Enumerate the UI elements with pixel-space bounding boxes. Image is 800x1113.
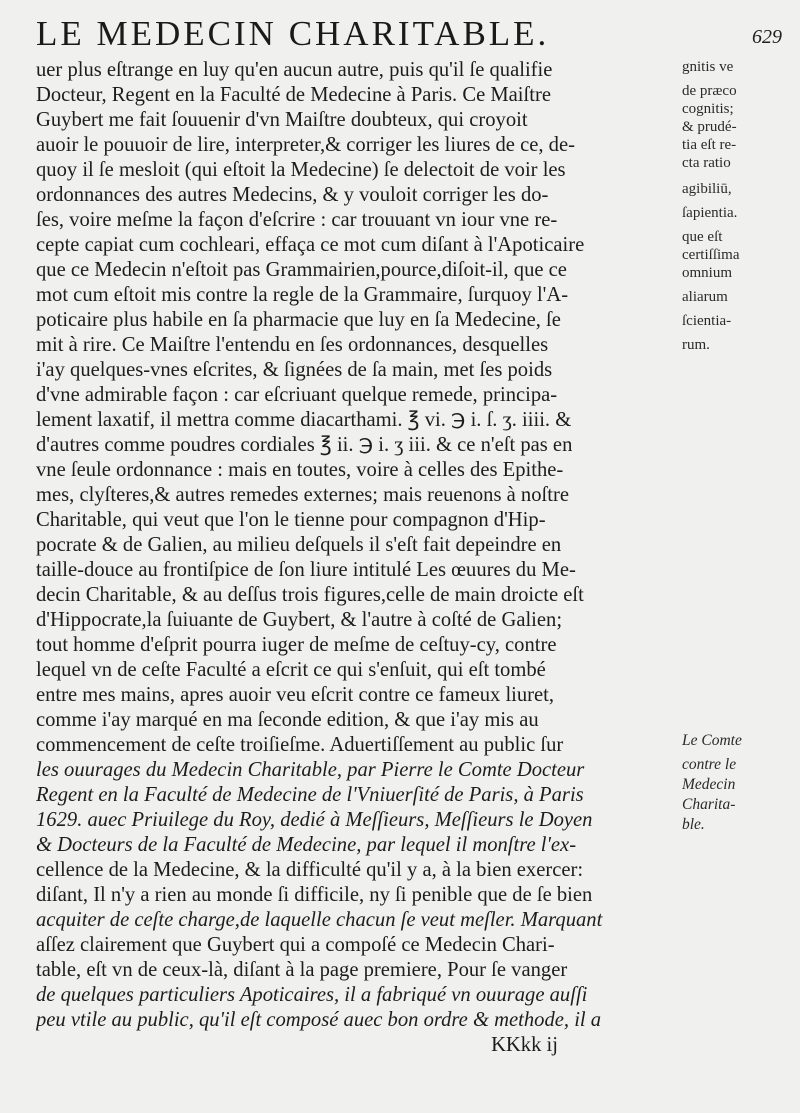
margin-note: de præco bbox=[682, 83, 737, 99]
text-line: de quelques particuliers Apoticaires, il a fabriqué vn ouurage auſſi bbox=[36, 984, 588, 1006]
text-line: quoy il ſe mesloit (qui eſtoit la Medecine) ſe delectoit de voir les bbox=[36, 159, 566, 181]
running-title: LE MEDECIN CHARITABLE. bbox=[36, 14, 550, 53]
text-line: peu vtile au public, qu'il eſt composé auec bon ordre & methode, il a bbox=[36, 1009, 602, 1031]
text-line: auoir le pouuoir de lire, interpreter,& corriger les liures de ce, de- bbox=[36, 134, 575, 156]
text-line: commencement de ceſte troiſieſme. Aduertiſſement au public ſur bbox=[36, 734, 564, 756]
margin-note: que eſt bbox=[682, 229, 723, 245]
text-line: table, eſt vn de ceux-là, diſant à la page premiere, Pour ſe vanger bbox=[36, 959, 568, 981]
margin-note: Medecin bbox=[682, 776, 736, 793]
text-line: entre mes mains, apres auoir veu eſcrit contre ce fameux liuret, bbox=[36, 684, 555, 706]
margin-note: certiſſima bbox=[682, 247, 740, 263]
margin-note: Le Comte bbox=[682, 732, 742, 749]
text-line: Charitable, qui veut que l'on le tienne pour compagnon d'Hip- bbox=[36, 509, 546, 531]
text-line: i'ay quelques-vnes eſcrites, & ſignées de ſa main, met ſes poids bbox=[36, 359, 553, 381]
margin-note: ſcientia- bbox=[682, 313, 732, 329]
margin-note: cognitis; bbox=[682, 101, 734, 117]
text-line: mot cum eſtoit mis contre la regle de la Grammaire, ſurquoy l'A- bbox=[36, 284, 569, 306]
margin-note: omnium bbox=[682, 265, 733, 281]
text-line: comme i'ay marqué en ma ſeconde edition, & que i'ay mis au bbox=[36, 709, 539, 731]
text-line: d'Hippocrate,la ſuiuante de Guybert, & l'autre à coſté de Galien; bbox=[36, 609, 563, 631]
text-line: Guybert me fait ſouuenir d'vn Maiſtre doubteux, qui croyoit bbox=[36, 109, 528, 131]
text-line: ſes, voire meſme la façon d'eſcrire : car trouuant vn iour vne re- bbox=[36, 209, 558, 231]
text-line: pocrate & de Galien, au milieu deſquels il s'eſt fait depeindre en bbox=[36, 534, 562, 556]
text-line: tout homme d'eſprit pourra iuger de meſme de ceſtuy-cy, contre bbox=[36, 634, 557, 656]
text-line: aſſez clairement que Guybert qui a compoſé ce Medecin Chari- bbox=[36, 934, 555, 956]
text-line: lequel vn de ceſte Faculté a eſcrit ce qui s'enſuit, qui eſt tombé bbox=[36, 659, 546, 681]
margin-note: cta ratio bbox=[682, 155, 731, 171]
text-line: Regent en la Faculté de Medecine de l'Vniuerſité de Paris, à Paris bbox=[36, 784, 584, 806]
text-line: lement laxatif, il mettra comme diacarthami. ℥ vi. ℈ i. ſ. ʒ. iiii. & bbox=[36, 409, 572, 431]
margin-note: ſapientia. bbox=[682, 205, 738, 221]
text-line: mit à rire. Ce Maiſtre l'entendu en ſes ordonnances, desquelles bbox=[36, 334, 549, 356]
text-line: uer plus eſtrange en luy qu'en aucun autre, puis qu'il ſe qualifie bbox=[36, 59, 553, 81]
page-header bbox=[36, 8, 784, 60]
margin-note: contre le bbox=[682, 756, 737, 773]
text-line: ordonnances des autres Medecins, & y vouloit corriger les do- bbox=[36, 184, 549, 206]
margin-note: Charita- bbox=[682, 796, 736, 813]
text-line: d'autres comme poudres cordiales ℥ ii. ℈ i. ʒ iii. & ce n'eſt pas en bbox=[36, 434, 573, 456]
text-line: les ouurages du Medecin Charitable, par Pierre le Comte Docteur bbox=[36, 759, 585, 781]
page-number: 629 bbox=[752, 26, 782, 48]
margin-note: & prudé- bbox=[682, 119, 737, 135]
text-line: vne ſeule ordonnance : mais en toutes, voire à celles des Epithe- bbox=[36, 459, 564, 481]
text-line: acquiter de ceſte charge,de laquelle chacun ſe veut meſler. Marquant bbox=[36, 909, 603, 931]
text-line: 1629. auec Priuilege du Roy, dedié à Meſſieurs, Meſſieurs le Doyen bbox=[36, 809, 593, 831]
margin-note: agibiliū, bbox=[682, 181, 732, 197]
text-line: mes, clyſteres,& autres remedes externes; mais reuenons à noſtre bbox=[36, 484, 569, 506]
text-line: diſant, Il n'y a rien au monde ſi difficile, ny ſi penible que de ſe bien bbox=[36, 884, 593, 906]
main-text bbox=[36, 58, 678, 1058]
text-line: poticaire plus habile en ſa pharmacie que luy en ſa Medecine, ſe bbox=[36, 309, 561, 331]
signature-mark: KKkk ij bbox=[491, 1034, 558, 1056]
text-line: & Docteurs de la Faculté de Medecine, par lequel il monſtre l'ex- bbox=[36, 834, 577, 856]
text-line: cellence de la Medecine, & la difficulté qu'il y a, à la bien exercer: bbox=[36, 859, 584, 881]
text-line: decin Charitable, & au deſſus trois figures,celle de main droicte eſt bbox=[36, 584, 584, 606]
margin-note: rum. bbox=[682, 337, 710, 353]
text-line: taille-douce au frontiſpice de ſon liure intitulé Les œuures du Me- bbox=[36, 559, 576, 581]
margin-note: gnitis ve bbox=[682, 59, 734, 75]
margin-note: ble. bbox=[682, 816, 705, 833]
margin-note: tia eſt re- bbox=[682, 137, 737, 153]
text-line: que ce Medecin n'eſtoit pas Grammairien,pource,diſoit-il, que ce bbox=[36, 259, 567, 281]
text-line: cepte capiat cum cochleari, effaça ce mot cum diſant à l'Apoticaire bbox=[36, 234, 585, 256]
margin-note: aliarum bbox=[682, 289, 728, 305]
text-line: d'vne admirable façon : car eſcriuant quelque remede, principa- bbox=[36, 384, 558, 406]
text-line: Docteur, Regent en la Faculté de Medecine à Paris. Ce Maiſtre bbox=[36, 84, 551, 106]
